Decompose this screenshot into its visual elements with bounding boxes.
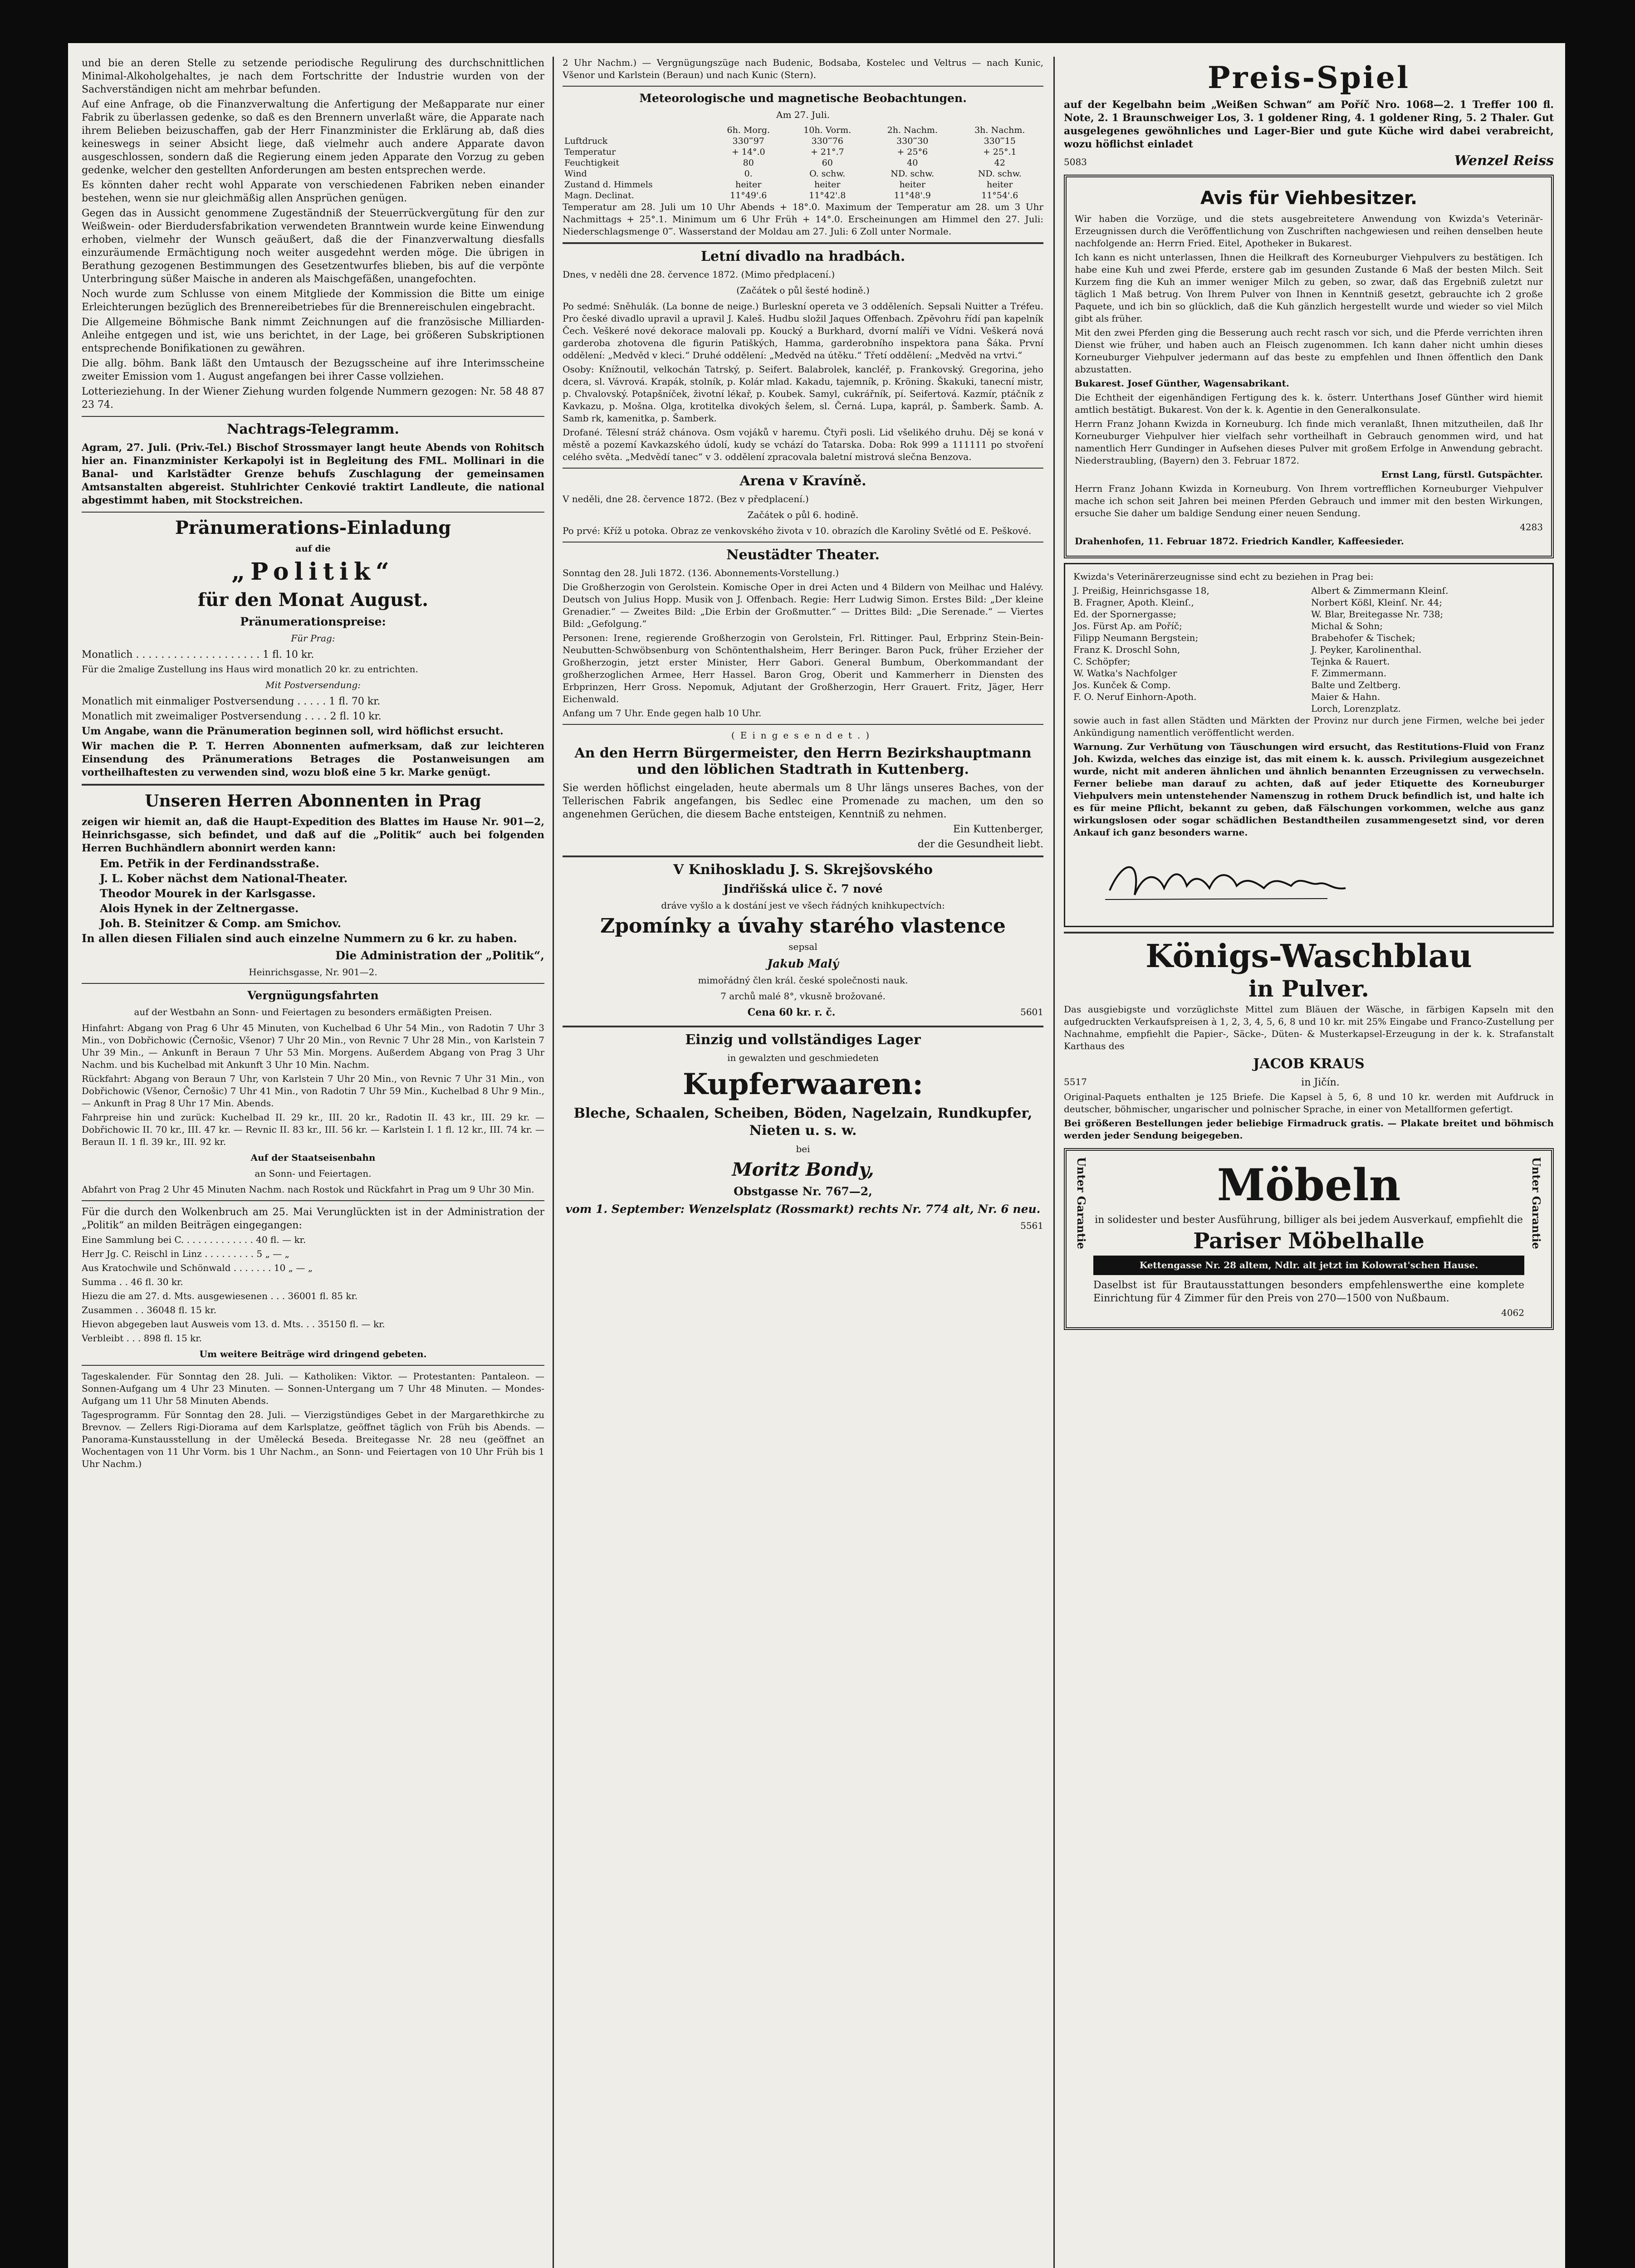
arena-body: Po prvé: Kříž u potoka. Obraz ze venkovského života v 10. obrazích dle Karoliny Světlé od E. Peškové.: [563, 525, 1032, 536]
mayor-letter-body: Sie werden höflichst eingeladen, heute abermals um 8 Uhr längs unseres Baches, von der Tellerischen Fabrik angefangen, bis Sedlec eine Promenade zu machen, um den so angenehmen Gerüchen, die diesem Bache entsteigen, Kenntniß zu nehmen.: [563, 782, 1043, 820]
list-item: Joh. B. Steinitzer & Comp. am Smichov.: [100, 917, 341, 930]
neustadt-theatre-heading: Neustädter Theater.: [726, 547, 880, 563]
arena-date: V neděli, dne 28. července 1872. (Bez v předplacení.): [563, 494, 809, 504]
divider: [82, 512, 544, 513]
table-cell: 11°49'.6: [730, 191, 767, 200]
waschblau-place-row: [1064, 1076, 1554, 1091]
avis-sign: Ernst Lang, fürstl. Gutspächter.: [1381, 469, 1543, 480]
table-cell: Zustand d. Himmels: [564, 180, 653, 190]
table-row: [563, 147, 1043, 157]
waschblau-text: Original-Paquets enthalten je 125 Briefe. Die Kapsel à 5, 6, 8 und 10 kr. werden mit Aufdruck in deutscher, böhmischer, ungarischer und polnischer Sprache, in einer von Metallformen gefertigt.: [1064, 1091, 1554, 1114]
table-cell: ND. schw.: [891, 169, 935, 179]
list-item: Jos. Kunček & Comp.: [1073, 679, 1171, 690]
avis-text: Die Echtheit der eigenhändigen Fertigung des k. k. österr. Unterthans Josef Günther wird hiemit amtlich bestätigt. Bukarest. Von der k. k. Agentie in den Generalkonsulate.: [1075, 392, 1543, 415]
avis-sign: Drahenhofen, 11. Februar 1872. Friedrich Kandler, Kaffeesieder.: [1075, 536, 1404, 547]
warning-text: Warnung. Zur Verhütung von Täuschungen wird ersucht, das Restitutions-Fluid von Franz Joh. Kwizda, welches das einzige ist, das mit einem k. k. aussch. Privilegium ausgezeichnet wurde, nicht mit anderen ähnlichen und ähnlich benannten Erzeugnissen zu verwechseln. Ferner beliebe man darauf zu achten, daß auf jeder Etiquette des Korneuburger Viehpulvers mein untenstehender Namenszug in rothem Druck befindlich ist, und halte ich es für meine Pflicht, bekannt zu geben, daß Fälschungen vorkommen, welche aus ganz wirkungslosen oder sogar schädlichen Bestandtheilen zusammengesetzt sind, vor deren Ankauf ich ganz besonders warne.: [1073, 741, 1544, 838]
paragraph: Noch wurde zum Schlusse von einem Mitgliede der Kommission die Bitte um einige Erleichterungen bezüglich des Brennereibetriebes für die Brennereischulen eingebracht.: [82, 288, 544, 313]
mayor-letter-sign: Ein Kuttenberger,: [953, 824, 1043, 835]
table-cell: 2h. Nachm.: [887, 125, 938, 135]
list-item: Herr Jg. C. Reischl in Linz . . . . . . . . . 5 „ — „: [82, 1248, 290, 1259]
theatre-heading: Letní divadlo na hradbách.: [700, 249, 906, 264]
table-cell: 80: [743, 158, 754, 168]
list-item: Verbleibt . . . 898 fl. 15 kr.: [82, 1333, 202, 1344]
book-title: Zpomínky a úvahy starého vlastence: [600, 914, 1006, 938]
list-item: W. Watka's Nachfolger: [1073, 668, 1177, 679]
prize-game-sign: Wenzel Reiss: [1454, 153, 1554, 169]
moebel-text: Daselbst ist für Brautausstattungen besonders empfehlenswerthe eine komplete Einrichtung für 4 Zimmer für den Preis von 270—1500 von Nußbaum.: [1093, 1280, 1524, 1304]
list-item: Lorch, Lorenzplatz.: [1311, 703, 1401, 714]
lottery-notice: Lotterieziehung. In der Wiener Ziehung wurden folgende Nummern gezogen: Nr. 58 48 87 23 74.: [82, 386, 544, 411]
filialen-note: In allen diesen Filialen sind auch einzelne Nummern zu 6 kr. zu haben.: [82, 932, 517, 945]
list-item: Franz K. Droschl Sohn,: [1073, 644, 1180, 655]
paragraph: Es könnten daher recht wohl Apparate von verschiedenen Fabriken neben einander bestehen, wenn sie nur gleichmäßig allen Ansprüchen genügen.: [82, 180, 544, 204]
price-note: Für die 2malige Zustellung ins Haus wird monatlich 20 kr. zu entrichten.: [82, 664, 418, 675]
table-cell: 60: [822, 158, 833, 168]
copper-address-new: vom 1. September: Wenzelsplatz (Rossmarkt) rechts Nr. 774 alt, Nr. 6 neu.: [565, 1202, 1041, 1216]
divider: [563, 855, 1043, 857]
divider: [563, 242, 1043, 244]
eingesendet-label: (Eingesendet.): [731, 730, 875, 741]
moebel-ad: [1064, 1148, 1554, 1330]
column-rule-right: [1053, 57, 1055, 2268]
book-price-row: [563, 1006, 1043, 1021]
list-item: Theodor Mourek in der Karlsgasse.: [100, 887, 316, 900]
table-cell: 330‴30: [896, 136, 929, 146]
depot-list-right: [1311, 585, 1544, 714]
table-cell: 11°42'.8: [809, 191, 846, 200]
excursion-text: Rückfahrt: Abgang von Beraun 7 Uhr, von Karlstein 7 Uhr 20 Min., von Revnic 7 Uhr 31 Min., von Dobřichowic (Všenor, Černošic) 7 Uhr 41 Min., von Radotin 7 Uhr 59 Min., Kuchelbad 8 Uhr 9 Min., — Ankunft in Prag 8 Uhr 17 Min. Abends.: [82, 1073, 544, 1109]
ad-number: 5561: [1020, 1220, 1043, 1231]
book-format: 7 archů malé 8°, vkusně brožované.: [720, 991, 886, 1002]
weather-text: Temperatur am 28. Juli um 10 Uhr Abends + 18°.0. Maximum der Temperatur am 28. um 3 Uhr Nachmittags + 25°.1. Minimum um 6 Uhr Früh + 14°.0. Erscheinungen am Himmel den 27. Juli: Niederschlagsmenge 0‴. Wasserstand der Moldau am 27. Juli: 6 Zoll unter Normale.: [563, 201, 1043, 237]
divider: [563, 86, 1043, 87]
state-rail-heading: Auf der Staatseisenbahn: [250, 1152, 376, 1163]
state-rail-sub: an Sonn- und Feiertagen.: [255, 1168, 372, 1179]
bank-notice: Die Allgemeine Böhmische Bank nimmt Zeichnungen auf die französische Milliarden-Anleihe entgegen und ist, wie uns berichtet, in der Lage, bei größeren Subskriptionen entsprechende Bonifikationen zu gewähren.: [82, 317, 544, 354]
waschblau-title: Königs-Waschblau: [1145, 937, 1472, 975]
neustadt-date: Sonntag den 28. Juli 1872. (136. Abonnements-Vorstellung.): [563, 567, 839, 578]
bookshop-address: Jindřišská ulice č. 7 nové: [723, 882, 883, 895]
list-item: Ed. der Spornergasse;: [1073, 609, 1176, 620]
subscription-note: Wir machen die P. T. Herren Abonnenten aufmerksam, daß zur leichteren Einsendung des Pränumerations Betrages die Postanweisungen am vortheilhaftesten zu verwenden sind, wozu bloß eine 5 kr. Marke genügt.: [82, 740, 544, 778]
ad-number: 4062: [1501, 1307, 1524, 1318]
day-calendar: Tageskalender. Für Sonntag den 28. Juli. — Katholiken: Viktor. — Protestanten: Pantaleon. — Sonnen-Aufgang um 4 Uhr 23 Minuten. — Sonnen-Untergang um 7 Uhr 48 Minuten. — Mondes-Aufgang um 11 Uhr 58 Minuten Abends.: [82, 1371, 544, 1406]
theatre-cast: Osoby: Knížnoutil, velkochán Tatrský, p. Seifert. Balabrolek, kancléř, p. Frankovský. Gregorina, jeho dcera, sl. Vávrová. Krapák, stolník, p. Kolár mlad. Kakadu, tajemník, p. Kröning. Škakuki, tanecní mistr, p. Chvalovský. Potapšníček, životní lékař, p. Koubek. Samyl, cukrářník, pí. Seifertová. Kazmír, ptáčník z Kavkazu, p. Mošna. Olga, krotitelka divokých šelem, sl. Černá. Lupa, kaprál, p. Šamberk. Šamb. A. Samb rk, kamenitka, p. Šamberk.: [563, 364, 1043, 424]
divider: [563, 1026, 1043, 1027]
arena-start: Začátek o půl 6. hodině.: [747, 509, 859, 520]
neustadt-time: Anfang um 7 Uhr. Ende gegen halb 10 Uhr.: [563, 708, 762, 719]
table-row: [563, 157, 1043, 168]
post-heading: Mit Postversendung:: [265, 679, 361, 690]
avis-text: Ich kann es nicht unterlassen, Ihnen die Heilkraft des Korneuburger Viehpulvers zu bestätigen. Ich habe eine Kuh und zwei Pferde, erstere gab im gesunden Zustande 6 Maß der besten Milch. Seit Kurzem fing die Kuh an immer weniger Milch zu geben, so zwar, daß das Ergebniß zuletzt nur täglich 1 Maß betrug. Von Ihrem Pulver von Ihnen in Kenntniß gesetzt, gebrauchte ich 2 große Paquete, und ich bin so glücklich, daß die Kuh gänzlich hergestellt wurde und wieder so viel Milch gibt als früher.: [1075, 252, 1543, 324]
table-cell: + 21°.7: [810, 147, 844, 157]
weather-heading: Meteorologische und magnetische Beobachtungen.: [639, 92, 967, 105]
prize-game-sign-row: [1064, 153, 1554, 170]
waschblau-company: JACOB KRAUS: [1253, 1056, 1365, 1072]
table-cell: + 25°6: [897, 147, 928, 157]
table-cell: + 14°.0: [731, 147, 765, 157]
list-item: Zusammen . . 36048 fl. 15 kr.: [82, 1305, 217, 1315]
divider: [563, 724, 1043, 725]
table-cell: 330‴97: [732, 136, 764, 146]
table-row: [563, 179, 1043, 190]
guarantee-side-right: Unter Garantie: [1530, 1157, 1543, 1249]
dealer-list: [82, 857, 544, 930]
depot-intro: Kwizda's Veterinärerzeugnisse sind echt zu beziehen in Prag bei:: [1073, 571, 1374, 582]
prize-game-body: auf der Kegelbahn beim „Weißen Schwan“ am Poříč Nro. 1068—2. 1 Treffer 100 fl. Note, 2. 1 Braunschweiger Los, 3. 1 goldener Ring, 4. 1 goldener Ring, 5. 2 Thaler. Gut ausgelegenes gewöhnliches und Lager-Bier und gute Küche wird dabei verabreicht, wozu höflichst einladet: [1064, 99, 1554, 150]
table-cell: Temperatur: [564, 147, 616, 157]
book-price: Cena 60 kr. r. č.: [747, 1007, 836, 1018]
divider: [82, 416, 544, 417]
list-item: Eine Sammlung bei C. . . . . . . . . . . . . 40 fl. — kr.: [82, 1234, 306, 1245]
divider: [82, 1200, 544, 1201]
donation-intro: Für die durch den Wolkenbruch am 25. Mai Verunglückten ist in der Administration der „Politik“ an milden Beiträgen eingegangen:: [82, 1207, 544, 1231]
list-item: Brabehofer & Tischek;: [1311, 632, 1415, 643]
table-cell: [563, 125, 711, 136]
avis-text: Wir haben die Vorzüge, und die stets ausgebreitetere Anwendung von Kwizda's Veterinär-Erzeugnissen durch die Veröffentlichung von Zuschriften nachgewiesen und reihen denselben heute nachfolgende an: Herrn Fried. Eitel, Apotheker in Bukarest.: [1075, 213, 1543, 249]
list-item: F. O. Neruf Einhorn-Apoth.: [1073, 691, 1197, 702]
neustadt-cast: Personen: Irene, regierende Großherzogin von Gerolstein, Frl. Rittinger. Paul, Erbprinz Stein-Bein-Neubutten-Schwöbsenburg von Schöntenthalsheim, Herr Beringer. Baron Puck, früher Erzieher der Großherzogin, jetzt erster Minister, Herr Gabori. General Bumbum, Oberkommandant der großherzoglichen Armee, Herr Hassel. Baron Grog, Oberit und Kammerherr in Diensten des Erbprinzen, Herr Gross. Nepomuk, Adjutant der Großherzogin, Herr Grauert. Fritz, Jäger, Herr Eichenwald.: [563, 632, 1043, 704]
list-item: C. Schöpfer;: [1073, 656, 1131, 667]
subscription-heading: Pränumerations-Einladung: [175, 517, 451, 538]
copper-pre: Einzig und vollständiges Lager: [685, 1032, 921, 1048]
weather-table: [563, 125, 1043, 201]
moebel-shop: Pariser Möbelhalle: [1193, 1228, 1425, 1254]
excursion-text: Fahrpreise hin und zurück: Kuchelbad II. 29 kr., III. 20 kr., Radotin II. 43 kr., III. 29 kr. — Dobřichowic II. 70 kr., III. 47 kr. — Revnic II. 83 kr., III. 56 kr. — Karlstein I. 1 fl. 12 kr., III. 74 kr. — Beraun II. 1 fl. 39 kr., III. 92 kr.: [82, 1112, 544, 1147]
telegram-text: Agram, 27. Juli. (Priv.-Tel.) Bischof Strossmayer langt heute Abends von Rohitsch hier an. Finanzminister Kerkapolyi ist in Begleitung des FML. Mollinari in die Banal- und Karlstädter Grenze behufs Zuschlagung der gemeinsamen Amtsanstalten abgereist. Stuhlrichter Cenkovié traktirt Landleute, die national abgestimmt haben, mit Stockstreichen.: [82, 442, 544, 506]
table-cell: Wind: [564, 169, 587, 179]
list-item: Em. Petřik in der Ferdinandsstraße.: [100, 857, 319, 870]
list-item: Balte und Zeltberg.: [1311, 679, 1401, 690]
avis-ad: [1064, 175, 1554, 558]
list-item: Jos. Fürst Ap. am Poříč;: [1073, 621, 1182, 631]
list-item: Filipp Neumann Bergstein;: [1073, 632, 1199, 643]
table-row: [563, 136, 1043, 147]
copper-items: Bleche, Schaalen, Scheiben, Böden, Nagelzain, Rundkupfer, Nieten u. s. w.: [573, 1105, 1033, 1139]
depot-box: [1064, 563, 1554, 927]
avis-sign: Bukarest. Josef Günther, Wagensabrikant.: [1075, 378, 1289, 389]
neustadt-body: Die Großherzogin von Gerolstein. Komische Oper in drei Acten und 4 Bildern von Meilhac und Halévy. Deutsch von Julius Hopp. Musik von J. Offenbach. Regie: Herr Ludwig Simon. Erstes Bild: „Der kleine Grenadier.“ — Zweites Bild: „Die Erbin der Großmutter.“ — Drittes Bild: „Die Serenade.“ — Viertes Bild: „Gefolgung.“: [563, 582, 1043, 629]
table-cell: ND. schw.: [978, 169, 1022, 179]
excursion-sub: auf der Westbahn an Sonn- und Feiertagen zu besonders ermäßigten Preisen.: [134, 1007, 492, 1017]
list-item: Albert & Zimmermann Kleinſ.: [1311, 585, 1449, 596]
theatre-end: Drofané. Tělesní stráž chánova. Osm vojáků v haremu. Čtyři posli. Lid všelikého druhu. Děj se koná v městě a pozemí Kavkazského údolí, kudy se vchází do Tatarska. Doba: Rok 999 a 111111 po stvoření celého světa. „Medvědí tanec“ v 3. oddělení zpracovala baletní mistrová slečna Benzova.: [563, 427, 1043, 462]
table-cell: Luftdruck: [564, 136, 608, 146]
table-cell: 42: [994, 158, 1005, 168]
depot-list: [1073, 585, 1544, 714]
price-line: Monatlich . . . . . . . . . . . . . . . . . . . . 1 fl. 10 kr.: [82, 649, 314, 660]
mayor-letter-heading: An den Herrn Bürgermeister, den Herrn Bezirkshauptmann und den löblichen Stadtrath in Kuttenberg.: [574, 745, 1032, 777]
waschblau-text: Bei größeren Bestellungen jeder beliebige Firmadruck gratis. — Plakate breitet und böhmisch werden jeder Sendung beigegeben.: [1064, 1118, 1554, 1141]
subscription-auf: auf die: [295, 543, 331, 554]
mayor-letter-sign: der die Gesundheit liebt.: [917, 839, 1043, 850]
ad-number: 5083: [1064, 156, 1087, 167]
moebel-address: Kettengasse Nr. 28 altem, Ndlr. alt jetzt im Kolowrat'schen Hause.: [1093, 1256, 1524, 1275]
table-cell: 11°54'.6: [981, 191, 1018, 200]
table-cell: 40: [907, 158, 918, 168]
divider: [82, 1365, 544, 1366]
state-rail-text: Abfahrt von Prag 2 Uhr 45 Minuten Nachm. nach Rostok und Rückfahrt in Prag um 9 Uhr 30 Min.: [82, 1184, 534, 1195]
divider: [1064, 932, 1554, 934]
day-program: Tagesprogramm. Für Sonntag den 28. Juli. — Vierzigstündiges Gebet in der Margarethkirche zu Brevnov. — Zellers Rigi-Diorama auf dem Karlsplatze, geöffnet täglich von Früh bis Abends. — Panorama-Kunstausstellung in der Umělecká Beseda. Breitegasse Nr. 28 neu (geöffnet an Wochentagen von 11 Uhr Vorm. bis 1 Uhr Nachm., an Sonn- und Feiertagen von 10 Uhr Früh bis 1 Uhr Nachm.): [82, 1409, 544, 1469]
table-cell: 330‴76: [811, 136, 843, 146]
newspaper-name: „Politik“: [231, 558, 395, 586]
table-cell: 330‴15: [984, 136, 1016, 146]
divider: [82, 983, 544, 984]
subscription-note: Um Angabe, wann die Pränumeration beginnen soll, wird höflichst ersucht.: [82, 725, 504, 737]
ad-number: 5517: [1064, 1076, 1087, 1087]
avis-text: Herrn Franz Johann Kwizda in Korneuburg. Ich finde mich veranlaßt, Ihnen mitzutheilen, daß Ihr Korneuburger Viehpulver hier vielfach sehr vortheilhaft in Gebrauch genommen wird, und hat namentlich Herr Gundinger in Aufsehen dieses Pulver mit großem Erfolge in Anwendung gebracht. Niederstraubling, (Bayern) den 3. Februar 1872.: [1075, 418, 1543, 466]
ad-number: 5601: [1020, 1007, 1043, 1017]
theatre-start: (Začátek o půl šesté hodině.): [736, 285, 870, 296]
table-cell: heiter: [735, 180, 762, 190]
table-cell: Magn. Declinat.: [564, 191, 634, 200]
abonnenten-heading: Unseren Herren Abonnenten in Prag: [145, 792, 481, 811]
donation-list: [82, 1234, 544, 1344]
copper-address: Obstgasse Nr. 767—2,: [734, 1185, 872, 1198]
admin-address: Heinrichsgasse, Nr. 901—2.: [249, 967, 377, 978]
moebel-intro: in solidester und bester Ausführung, billiger als bei jedem Ausverkauf, empfiehlt die: [1095, 1214, 1523, 1226]
paragraph: 2 Uhr Nachm.) — Vergnügungszüge nach Budenic, Bodsaba, Kostelec und Veltrus — nach Kunic, Všenor und Karlstein (Beraun) und nach Kunic (Stern).: [563, 57, 1043, 80]
column-rule-left: [553, 57, 554, 2268]
table-cell: heiter: [899, 180, 925, 190]
avis-title: Avis für Viehbesitzer.: [1200, 188, 1418, 209]
divider: [82, 784, 544, 786]
price-heading: Pränumerationspreise:: [240, 615, 386, 628]
price-line: Monatlich mit einmaliger Postversendung . . . . . 1 fl. 70 kr.: [82, 696, 381, 707]
theatre-body: Po sedmé: Sněhulák. (La bonne de neige.) Burleskní opereta ve 3 odděleních. Sepsali Nuitter a Tréfeu. Pro české divadlo upravil a upravil J. Kaleš. Hudbu složil Jaques Offenbach. Zpěvohru řídí pan kapelník Čech. Veškeré nové dekorace malovali pp. Koucký a Burkhard, dvorní malíři ve Vídni. Veškerá nová garderoba zhotovena dle figurin Patiškých, Hamma, garderobního inspektora pana Šáka. První oddělení: „Medvěd v kleci.“ Druhé oddělení: „Medvěd na útěku.“ Třetí oddělení: „Medvěd na vrtvi.“: [563, 301, 1043, 361]
list-item: J. L. Kober nächst dem National-Theater.: [100, 872, 348, 885]
list-item: Maier & Hahn.: [1311, 691, 1380, 702]
table-row: [563, 168, 1043, 179]
list-item: F. Zimmermann.: [1311, 668, 1387, 679]
bookshop-heading: V Knihoskladu J. S. Skrejšovského: [673, 862, 933, 878]
bank-notice: Die allg. böhm. Bank läßt den Umtausch der Bezugsscheine auf ihre Interimsscheine zweiter Emission vom 1. August angefangen bei ihrer Casse vollziehen.: [82, 358, 544, 382]
avis-text: Herrn Franz Johann Kwizda in Korneuburg. Von Ihrem vortrefflichen Korneuburger Viehpulver mache ich schon seit Jahren bei meinen Pferden Gebrauch und immer mit den besten Wirkungen, ersuche Sie daher um baldige Sendung einer neuen Sendung.: [1075, 483, 1543, 518]
waschblau-text: Das ausgiebigste und vorzüglichste Mittel zum Bläuen der Wäsche, in färbigen Kapseln mit den aufgedruckten Verkaufspreisen à 1, 2, 3, 4, 5, 6, 8 und 10 kr. mit 25% Eingabe und Franco-Zustellung per Nachnahme, empfiehlt die Papier-, Säcke-, Düten- & Musterkapsel-Erzeugung in der k. k. Strafanstalt Karthaus des: [1064, 1004, 1554, 1051]
theatre-date: Dnes, v neděli dne 28. července 1872. (Mimo předplacení.): [563, 269, 835, 280]
waschblau-place: in Jičín.: [1301, 1077, 1340, 1088]
table-cell: O. schw.: [809, 169, 846, 179]
divider: [563, 542, 1043, 543]
divider: [563, 468, 1043, 469]
table-cell: 10h. Vorm.: [803, 125, 852, 135]
waschblau-sub: in Pulver.: [1248, 975, 1369, 1002]
abonnenten-text: zeigen wir hiemit an, daß die Haupt-Expedition des Blattes im Hause Nr. 901—2, Heinrichsgasse, sich befindet, und daß auf die „Politik“ auch bei folgenden Herren Buchhändlern abonnirt werden kann:: [82, 816, 544, 854]
list-item: Hiezu die am 27. d. Mts. ausgewiesenen . . . 36001 fl. 85 kr.: [82, 1290, 358, 1301]
list-item: Aus Kratochwile und Schönwald . . . . . . . 10 „ — „: [82, 1262, 313, 1273]
table-cell: 0.: [744, 169, 753, 179]
table-cell: 11°48'.9: [894, 191, 931, 200]
list-item: J. Preißig, Heinrichsgasse 18,: [1073, 585, 1209, 596]
copper-sub: in gewalzten und geschmiedeten: [727, 1052, 879, 1063]
copper-title: Kupferwaaren:: [682, 1067, 924, 1101]
arena-heading: Arena v Kravíně.: [739, 473, 866, 489]
signature-image: [1092, 850, 1364, 909]
table-cell: + 25°.1: [983, 147, 1017, 157]
column-right: [1064, 57, 1554, 2268]
book-sepsal: sepsal: [788, 941, 818, 952]
price-line: Monatlich mit zweimaliger Postversendung . . . . 2 fl. 10 kr.: [82, 711, 382, 722]
avis-text: Mit den zwei Pferden ging die Besserung auch recht rasch vor sich, und die Pferde verrichten ihren Dienst wie früher, und haben auch an Fleisch zugenommen. Ich kann daher nicht umhin dieses Korneuburger Viehpulver jedermann auf das beste zu empfehlen und Ihnen öffentlich den Dank abzustatten.: [1075, 327, 1543, 375]
depot-end: sowie auch in fast allen Städten und Märkten der Provinz nur durch jene Firmen, welche bei jeder Ankündigung namentlich veröffentlicht werden.: [1073, 715, 1544, 738]
subscription-month: für den Monat August.: [197, 589, 429, 611]
book-author-role: mimořádný člen král. české společnosti nauk.: [698, 975, 908, 986]
weather-date: Am 27. Juli.: [776, 109, 830, 120]
table-cell: heiter: [814, 180, 841, 190]
ad-number: 4283: [1520, 522, 1543, 533]
list-item: Norbert Kößl, Kleinſ. Nr. 44;: [1311, 597, 1442, 608]
list-item: J. Peyker, Karolinenthal.: [1311, 644, 1422, 655]
list-item: Michal & Sohn;: [1311, 621, 1383, 631]
table-cell: Feuchtigkeit: [564, 158, 619, 168]
paragraph: und bie an deren Stelle zu setzende periodische Regulirung des durchschnittlichen Minimal-Alkoholgehaltes, je nach dem Fortschritte der Industrie wurden von der Sachverständigen nicht am mehrbar befunden.: [82, 58, 544, 95]
table-cell: heiter: [986, 180, 1013, 190]
guarantee-side-left: Unter Garantie: [1075, 1157, 1088, 1249]
copper-bei: bei: [796, 1144, 810, 1154]
table-cell: 3h. Nachm.: [974, 125, 1025, 135]
table-cell: 6h. Morg.: [727, 125, 770, 135]
table-row: [563, 190, 1043, 201]
telegram-heading: Nachtrags-Telegramm.: [227, 421, 399, 437]
prague-heading: Für Prag:: [291, 633, 335, 644]
paragraph: Auf eine Anfrage, ob die Finanzverwaltung die Anfertigung der Meßapparate nur einer Fabrik zu überlassen gedenke, so daß es den Brennern unverlaßt wäre, die Apparate nach ihrem Belieben beizuschaffen, gab der Herr Finanzminister die Erklärung ab, daß dies keineswegs in seiner Absicht liege, daß vielmehr auch andere Apparate davon ausgeschlossen, sondern daß die Regierung einem jeden Apparate den Vorzug zu geben gedenke, welcher den gestellten Anforderungen am besten entsprechen werde.: [82, 99, 544, 176]
book-author: Jakub Malý: [767, 957, 839, 970]
copper-merchant: Moritz Bondy,: [732, 1159, 874, 1180]
list-item: Tejnka & Rauert.: [1311, 656, 1390, 667]
bookshop-sub: dráve vyšlo a k dostání jest ve všech řádných knihkupectvích:: [661, 900, 945, 911]
column-left: [82, 57, 544, 2268]
donation-request: Um weitere Beiträge wird dringend gebeten.: [199, 1349, 427, 1359]
list-item: Hievon abgegeben laut Ausweis vom 13. d. Mts. . . 35150 fl. — kr.: [82, 1319, 385, 1330]
excursion-heading: Vergnügungsfahrten: [247, 989, 379, 1002]
moebel-title: Möbeln: [1217, 1159, 1401, 1211]
column-middle: [563, 57, 1043, 2268]
list-item: W. Blar, Breitegasse Nr. 738;: [1311, 609, 1444, 620]
table-row: [563, 125, 1043, 136]
paragraph: Gegen das in Aussicht genommene Zugeständniß der Steuerrückvergütung für den zur Weißwein- oder Bierdudersfabrikation verwendeten Branntwein wurde keine Einwendung erhoben, vielmehr der Wunsch geäußert, daß die der Finanzverwaltung diesfalls einzuräumende Ermächtigung noch weiter ausgedehnt werden möge. Die übrigen in Berathung gezogenen Bestimmungen des Gesetzentwurfes blieben, bis auf die verpönte Unterbringung süßer Maische in anderen als Maischgefäßen, unangefochten.: [82, 208, 544, 285]
list-item: Summa . . 46 fl. 30 kr.: [82, 1276, 183, 1287]
excursion-text: Hinfahrt: Abgang von Prag 6 Uhr 45 Minuten, von Kuchelbad 6 Uhr 54 Min., von Radotin 7 Uhr 3 Min., von Dobřichowic (Černošic, Všenor) 7 Uhr 20 Min., von Revnic 7 Uhr 28 Min., von Karlstein 7 Uhr 39 Min., — Ankunft in Beraun 7 Uhr 53 Min. Morgens. Außerdem Abgang von Prag 3 Uhr Nachm. und bis Kuchelbad mit Ankunft 3 Uhr 10 Min. Nachm.: [82, 1022, 544, 1070]
list-item: Alois Hynek in der Zeltnergasse.: [100, 902, 299, 915]
admin-sign: Die Administration der „Politik“,: [335, 949, 544, 962]
depot-list-left: [1073, 585, 1307, 714]
newspaper-page: [68, 43, 1565, 2268]
list-item: B. Fragner, Apoth. Kleinſ.,: [1073, 597, 1194, 608]
prize-game-title: Preis-Spiel: [1208, 60, 1410, 95]
